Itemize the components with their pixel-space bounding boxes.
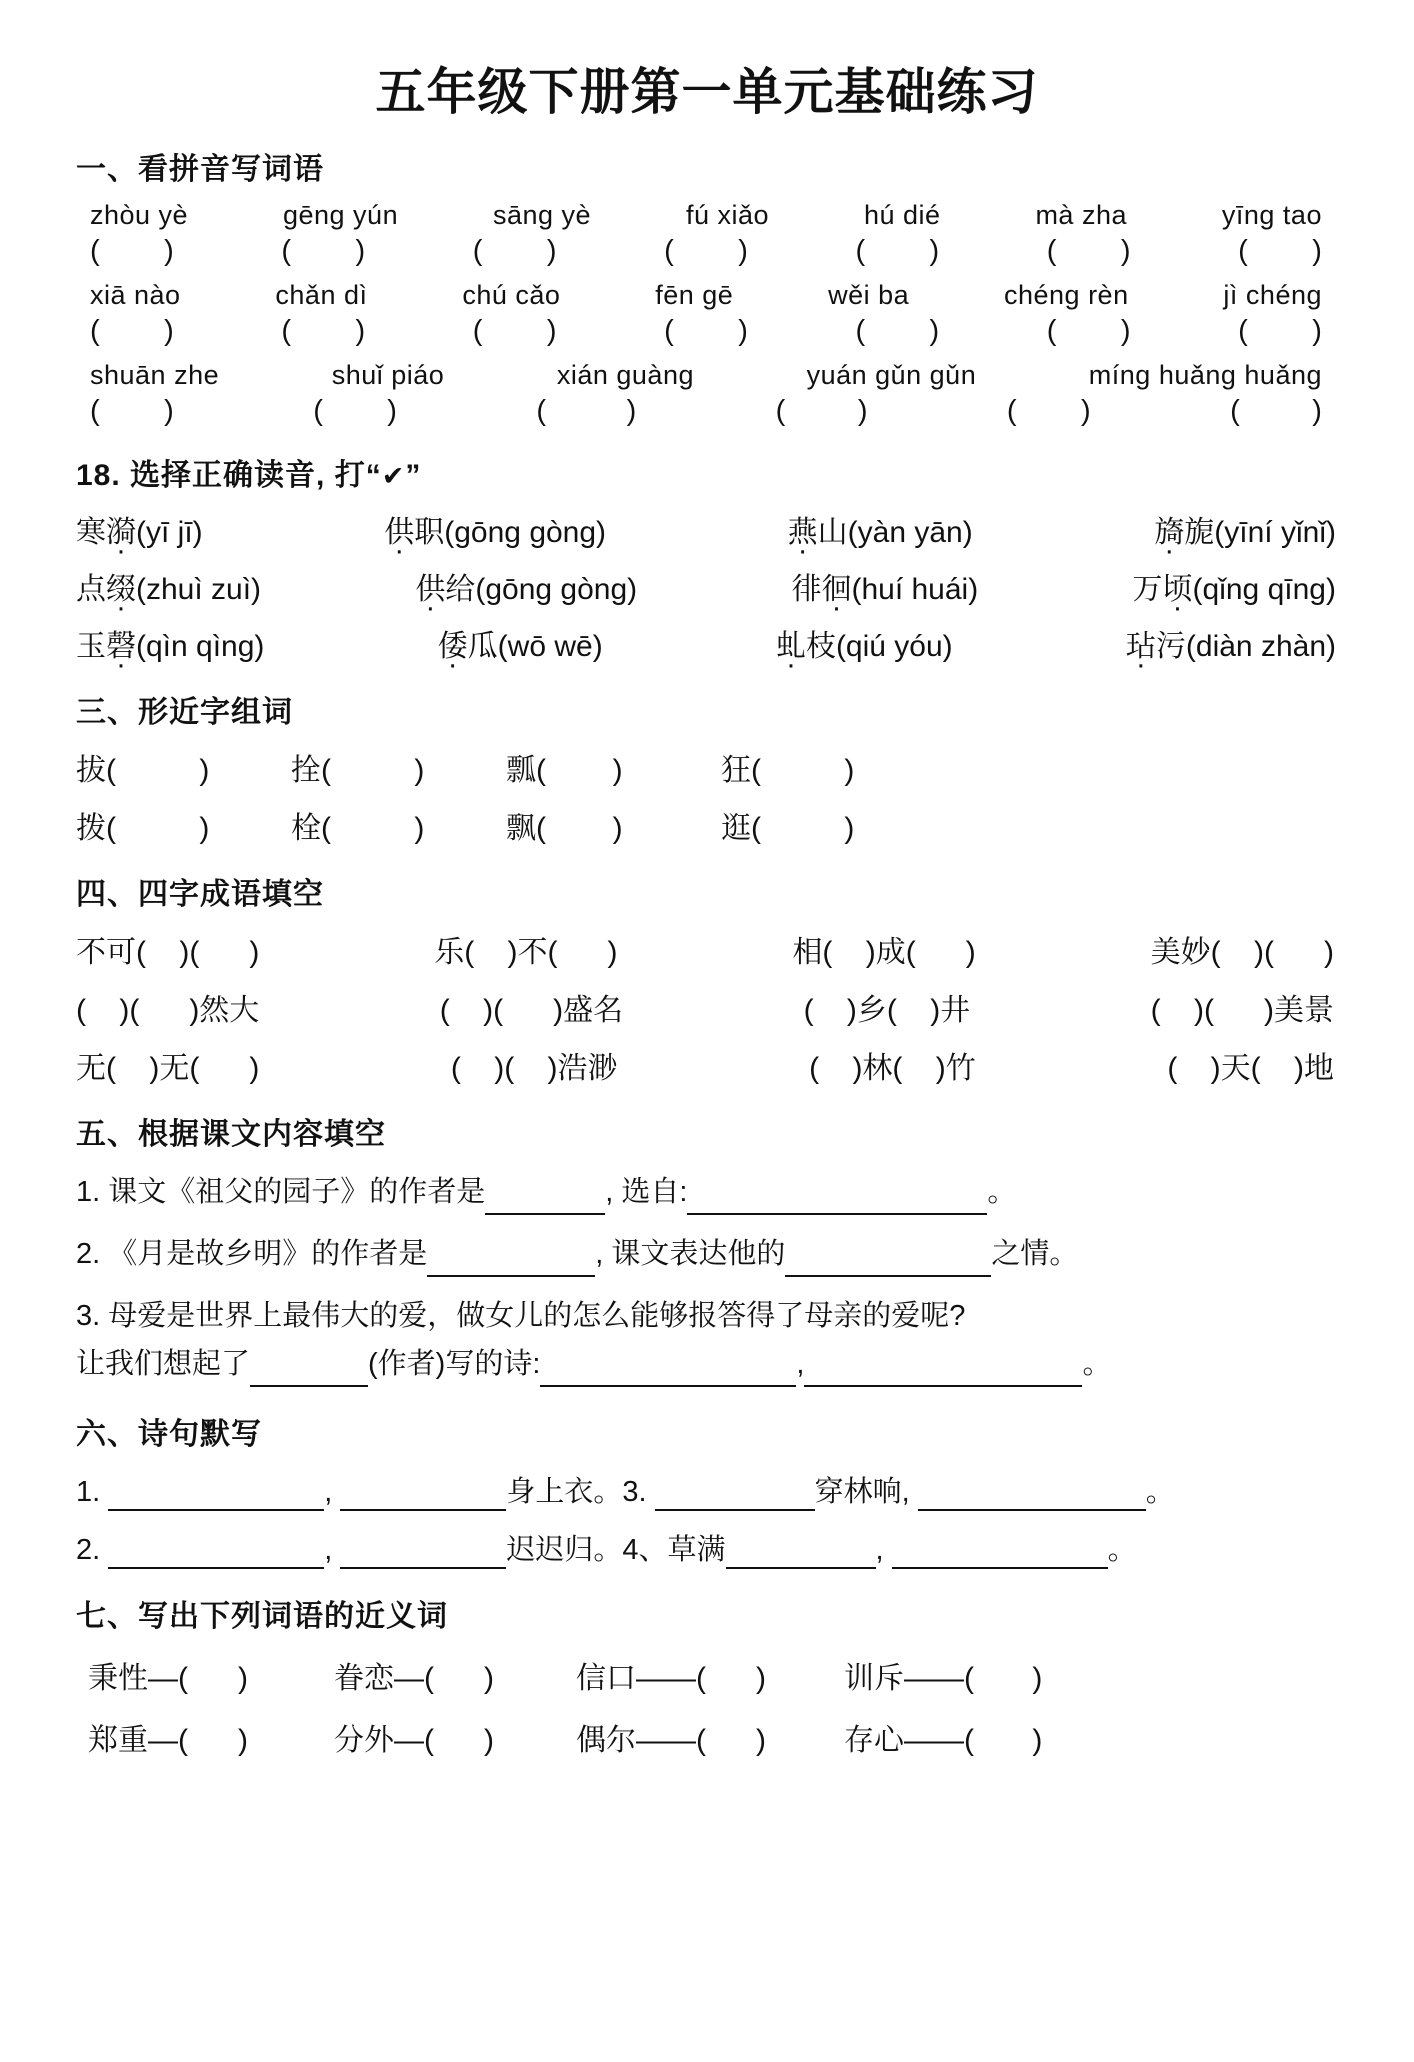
fill-blank[interactable] bbox=[485, 1171, 605, 1215]
synonym-item[interactable]: 郑重—( ) bbox=[88, 1724, 248, 1758]
choice-options[interactable]: (gōng gòng) bbox=[444, 516, 607, 549]
pinyin-row bbox=[90, 280, 1340, 311]
idiom-item[interactable]: 乐( )不( ) bbox=[434, 936, 618, 969]
pinyin-cell: fēn gē bbox=[655, 280, 734, 310]
question-text: 1. 课文《祖父的园子》的作者是 bbox=[76, 1176, 486, 1208]
poem-blank[interactable] bbox=[918, 1476, 1146, 1511]
question-text: (作者)写的诗: bbox=[368, 1348, 541, 1381]
fill-blank[interactable] bbox=[250, 1343, 368, 1387]
similar-char-item[interactable]: 拴( ) bbox=[291, 754, 425, 787]
synonym-item[interactable]: 偶尔——( ) bbox=[576, 1724, 766, 1758]
choice-options[interactable]: (yīní yǐnǐ) bbox=[1214, 516, 1336, 549]
poem-text: 穿林响, bbox=[814, 1476, 918, 1509]
fill-blank[interactable] bbox=[785, 1233, 991, 1277]
choice-word bbox=[776, 630, 836, 663]
answer-blank[interactable]: ( ) bbox=[664, 235, 748, 267]
choice-char: 污 bbox=[1155, 630, 1186, 663]
pinyin-cell: sāng yè bbox=[493, 200, 592, 230]
similar-char-item[interactable]: 瓢( ) bbox=[506, 754, 623, 787]
idiom-item[interactable]: ( )( )浩渺 bbox=[450, 1052, 618, 1085]
section-heading-3: 三、形近字组词 bbox=[76, 696, 293, 729]
pinyin-cell: míng huǎng huǎng bbox=[1088, 360, 1322, 390]
choice-char: 职 bbox=[414, 516, 445, 549]
choice-options[interactable]: (huí huái) bbox=[851, 573, 979, 606]
poem-text: , bbox=[324, 1534, 341, 1567]
synonym-row bbox=[88, 1653, 1340, 1697]
similar-char-item[interactable]: 栓( ) bbox=[291, 812, 425, 845]
synonym-row bbox=[88, 1715, 1340, 1759]
poem-index: 2. bbox=[76, 1534, 109, 1567]
answer-blank-row[interactable] bbox=[90, 315, 1340, 348]
choice-word bbox=[76, 630, 136, 663]
choice-word bbox=[76, 573, 136, 606]
answer-blank[interactable]: ( ) bbox=[1238, 235, 1322, 267]
choice-char: 磬 bbox=[106, 630, 136, 663]
choice-item[interactable] bbox=[76, 564, 261, 608]
page-title: 五年级下册第一单元基础练习 bbox=[375, 64, 1039, 120]
answer-blank[interactable]: ( ) bbox=[281, 315, 366, 347]
similar-char-item[interactable]: 狂( ) bbox=[721, 754, 855, 787]
choice-item[interactable] bbox=[76, 507, 203, 551]
answer-blank[interactable]: ( ) bbox=[90, 235, 174, 267]
choice-word bbox=[1133, 573, 1193, 606]
choice-item[interactable] bbox=[788, 507, 973, 551]
choice-char: 点 bbox=[76, 573, 106, 606]
answer-blank[interactable]: ( ) bbox=[855, 235, 940, 267]
choice-item[interactable] bbox=[791, 564, 978, 608]
choice-char: 倭 bbox=[437, 630, 468, 663]
choice-word bbox=[788, 516, 848, 549]
pinyin-cell: mà zha bbox=[1035, 200, 1127, 230]
quote-open: “ bbox=[365, 459, 382, 492]
pinyin-row bbox=[90, 200, 1340, 231]
question-text: 2. 《月是故乡明》的作者是 bbox=[76, 1238, 428, 1271]
fill-question-1 bbox=[76, 1171, 1340, 1215]
similar-char-row bbox=[76, 803, 1340, 847]
choice-item[interactable] bbox=[1126, 621, 1336, 665]
pinyin-cell: yīng tao bbox=[1221, 200, 1322, 230]
pinyin-cell: wěi ba bbox=[828, 280, 910, 310]
idiom-item[interactable]: ( )( )盛名 bbox=[439, 994, 624, 1027]
worksheet-body bbox=[0, 144, 1414, 1759]
choice-char: 徘 bbox=[791, 573, 822, 606]
fill-blank[interactable] bbox=[427, 1233, 595, 1277]
pronunciation-choice-row bbox=[76, 621, 1340, 665]
choice-word bbox=[1126, 630, 1186, 663]
section-heading-4: 四、四字成语填空 bbox=[76, 878, 324, 911]
synonym-item[interactable]: 秉性—( ) bbox=[88, 1662, 248, 1696]
question-text: 之情。 bbox=[991, 1238, 1079, 1271]
fill-question-2 bbox=[76, 1233, 1340, 1277]
choice-item[interactable] bbox=[415, 564, 637, 608]
poem-blank[interactable] bbox=[340, 1534, 506, 1569]
idiom-item[interactable]: 无( )无( ) bbox=[76, 1052, 260, 1085]
choice-char: 供 bbox=[384, 516, 415, 549]
question-text: , 课文表达他的 bbox=[595, 1238, 786, 1271]
pinyin-cell: zhòu yè bbox=[90, 200, 189, 230]
poem-text: 。 bbox=[1145, 1476, 1175, 1509]
choice-word bbox=[438, 630, 498, 663]
question-text: 。 bbox=[987, 1176, 1017, 1208]
poem-text: 迟迟归。4、草满 bbox=[506, 1534, 726, 1567]
pinyin-cell: hú dié bbox=[863, 200, 941, 230]
answer-blank[interactable]: ( ) bbox=[1046, 315, 1131, 347]
choice-options[interactable]: (gōng gòng) bbox=[475, 573, 638, 606]
choice-word bbox=[1154, 516, 1214, 549]
poem-text: , bbox=[875, 1534, 892, 1567]
choice-char: 顷 bbox=[1162, 573, 1193, 606]
question-text: , 选自: bbox=[605, 1176, 688, 1208]
poem-text: 身上衣。3. bbox=[506, 1476, 655, 1509]
idiom-row bbox=[76, 927, 1340, 971]
poem-blank[interactable] bbox=[108, 1476, 324, 1511]
similar-char-item[interactable]: 拔( ) bbox=[76, 754, 210, 787]
answer-blank[interactable]: ( ) bbox=[536, 395, 637, 427]
fill-blank[interactable] bbox=[804, 1343, 1082, 1387]
pinyin-cell: xián guàng bbox=[556, 360, 694, 390]
choice-options[interactable]: (qiú yóu) bbox=[835, 630, 953, 663]
choice-char: 山 bbox=[817, 516, 848, 549]
section-18-label: 18. 选择正确读音, 打 bbox=[76, 459, 366, 492]
choice-char: 瓜 bbox=[467, 630, 498, 663]
pinyin-cell: shuān zhe bbox=[90, 360, 220, 390]
idiom-item[interactable]: 美妙( )( ) bbox=[1150, 936, 1334, 969]
choice-char: 燕 bbox=[787, 516, 818, 549]
answer-blank[interactable]: ( ) bbox=[281, 235, 366, 267]
choice-item[interactable] bbox=[384, 507, 606, 551]
pinyin-cell: chéng rèn bbox=[1004, 280, 1129, 310]
pinyin-cell: jì chéng bbox=[1223, 280, 1322, 310]
poem-line-1 bbox=[76, 1469, 1340, 1511]
idiom-item[interactable]: ( )( )然大 bbox=[76, 994, 260, 1027]
answer-blank[interactable]: ( ) bbox=[1238, 315, 1322, 347]
choice-char: 枝 bbox=[805, 630, 836, 663]
choice-options[interactable]: (diàn zhàn) bbox=[1185, 630, 1336, 663]
choice-char: 玷 bbox=[1125, 630, 1156, 663]
idiom-item[interactable]: ( )( )美景 bbox=[1150, 994, 1334, 1027]
choice-item[interactable] bbox=[1154, 507, 1336, 551]
pronunciation-choice-row bbox=[76, 564, 1340, 608]
choice-item[interactable] bbox=[776, 621, 953, 665]
synonym-item[interactable]: 信口——( ) bbox=[576, 1662, 766, 1696]
choice-char: 供 bbox=[415, 573, 446, 606]
section-heading-18 bbox=[76, 450, 1340, 494]
choice-options[interactable]: (zhuì zuì) bbox=[136, 573, 262, 606]
idiom-item[interactable]: 相( )成( ) bbox=[792, 936, 976, 969]
choice-options[interactable]: (wō wē) bbox=[497, 630, 603, 663]
poem-line-2 bbox=[76, 1527, 1340, 1569]
pinyin-cell: fú xiǎo bbox=[685, 200, 770, 230]
quote-close: ” bbox=[405, 459, 422, 492]
section-heading-5: 五、根据课文内容填空 bbox=[76, 1118, 386, 1151]
choice-word bbox=[415, 573, 475, 606]
similar-char-item[interactable]: 逛( ) bbox=[721, 812, 855, 845]
poem-blank[interactable] bbox=[726, 1534, 876, 1569]
section-heading-1: 一、看拼音写词语 bbox=[76, 153, 324, 186]
idiom-item[interactable]: 不可( )( ) bbox=[76, 936, 260, 969]
pronunciation-choice-row bbox=[76, 507, 1340, 551]
idiom-row bbox=[76, 985, 1340, 1029]
idiom-item[interactable]: ( )乡( )井 bbox=[803, 994, 971, 1027]
fill-blank[interactable] bbox=[687, 1171, 987, 1215]
worksheet-page bbox=[0, 62, 1414, 2062]
answer-blank-row[interactable] bbox=[90, 235, 1340, 268]
answer-blank[interactable]: ( ) bbox=[90, 315, 174, 347]
idiom-item[interactable]: ( )天( )地 bbox=[1167, 1052, 1334, 1085]
choice-word bbox=[791, 573, 851, 606]
poem-blank[interactable] bbox=[892, 1534, 1108, 1569]
choice-item[interactable] bbox=[1133, 564, 1336, 608]
synonym-item[interactable]: 存心——( ) bbox=[844, 1724, 1043, 1758]
choice-item[interactable] bbox=[438, 621, 603, 665]
choice-item[interactable] bbox=[76, 621, 264, 665]
choice-word bbox=[76, 516, 136, 549]
idiom-item[interactable]: ( )林( )竹 bbox=[809, 1052, 976, 1085]
synonym-item[interactable]: 分外—( ) bbox=[334, 1724, 494, 1758]
similar-char-row bbox=[76, 745, 1340, 789]
pinyin-cell: xiā nào bbox=[90, 280, 181, 310]
answer-blank[interactable]: ( ) bbox=[855, 315, 940, 347]
choice-options[interactable]: (qǐng qīng) bbox=[1192, 573, 1336, 606]
answer-blank[interactable]: ( ) bbox=[313, 395, 397, 427]
choice-word bbox=[384, 516, 444, 549]
answer-blank[interactable]: ( ) bbox=[664, 315, 748, 347]
answer-blank[interactable]: ( ) bbox=[1006, 395, 1091, 427]
section-heading-6: 六、诗句默写 bbox=[76, 1418, 262, 1452]
fill-blank[interactable] bbox=[540, 1343, 796, 1387]
idiom-row bbox=[76, 1043, 1340, 1087]
choice-char: 漪 bbox=[106, 516, 136, 549]
answer-blank[interactable]: ( ) bbox=[472, 235, 557, 267]
poem-index: 1. bbox=[76, 1476, 109, 1509]
synonym-item[interactable]: 眷恋—( ) bbox=[334, 1662, 494, 1696]
answer-blank[interactable]: ( ) bbox=[1230, 395, 1322, 427]
choice-char: 缀 bbox=[106, 573, 136, 606]
choice-options[interactable]: (yī jī) bbox=[136, 516, 203, 549]
fill-question-3-line2 bbox=[76, 1343, 1340, 1387]
choice-options[interactable]: (qìn qìng) bbox=[136, 630, 265, 663]
section-heading-7: 七、写出下列词语的近义词 bbox=[76, 1600, 448, 1634]
answer-blank-row[interactable] bbox=[90, 395, 1340, 428]
poem-blank[interactable] bbox=[655, 1476, 815, 1511]
choice-options[interactable]: (yàn yān) bbox=[847, 516, 973, 549]
pinyin-cell: chǎn dì bbox=[275, 280, 368, 310]
similar-char-item[interactable]: 飘( ) bbox=[506, 812, 623, 845]
pinyin-cell: shuǐ piáo bbox=[331, 360, 445, 390]
poem-blank[interactable] bbox=[108, 1534, 324, 1569]
pinyin-cell: chú cǎo bbox=[462, 280, 561, 310]
poem-text: , bbox=[324, 1476, 341, 1509]
question-text: 让我们想起了 bbox=[76, 1348, 251, 1381]
answer-blank[interactable]: ( ) bbox=[90, 395, 174, 427]
question-text: 。 bbox=[1082, 1348, 1112, 1381]
choice-char: 玉 bbox=[76, 630, 106, 663]
similar-char-item[interactable]: 拨( ) bbox=[76, 812, 210, 845]
choice-char: 旖 bbox=[1154, 516, 1185, 549]
poem-blank[interactable] bbox=[340, 1476, 506, 1511]
pinyin-row bbox=[90, 360, 1340, 391]
choice-char: 万 bbox=[1132, 573, 1163, 606]
answer-blank[interactable]: ( ) bbox=[775, 395, 868, 427]
choice-char: 旎 bbox=[1184, 516, 1215, 549]
synonym-item[interactable]: 训斥——( ) bbox=[844, 1662, 1043, 1696]
choice-char: 寒 bbox=[76, 516, 106, 549]
checkmark-icon: ✔ bbox=[381, 461, 406, 491]
choice-char: 徊 bbox=[821, 573, 852, 606]
question-text: , bbox=[796, 1348, 805, 1381]
pinyin-cell: yuán gǔn gǔn bbox=[806, 360, 977, 390]
fill-question-3-line1: 3. 母爱是世界上最伟大的爱，做女儿的怎么能够报答得了母亲的爱呢? bbox=[76, 1300, 966, 1333]
pinyin-cell: gēng yún bbox=[282, 200, 399, 230]
choice-char: 虬 bbox=[775, 630, 806, 663]
answer-blank[interactable]: ( ) bbox=[1046, 235, 1131, 267]
poem-text: 。 bbox=[1107, 1534, 1137, 1567]
answer-blank[interactable]: ( ) bbox=[472, 315, 557, 347]
choice-char: 给 bbox=[445, 573, 476, 606]
